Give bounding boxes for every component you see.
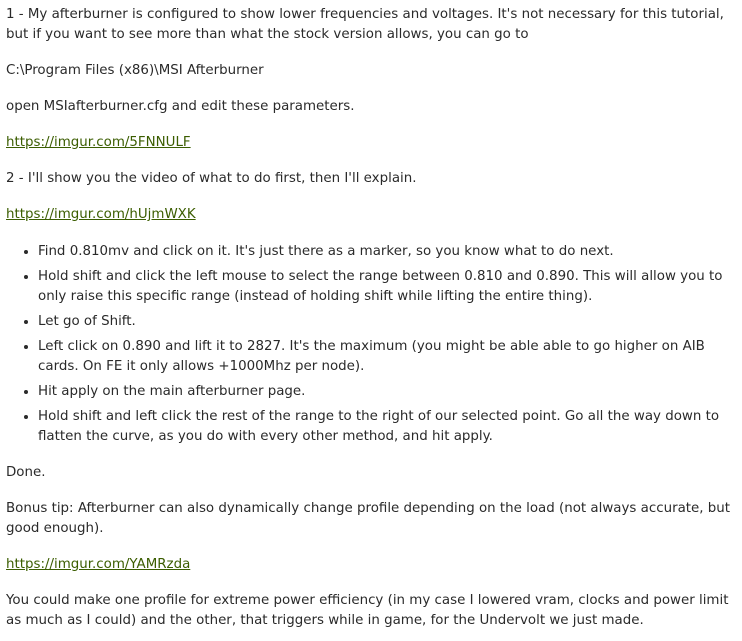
list-item: • Hold shift and click the left mouse to select the range between 0.810 and 0.890. This will allow you to only raise this specific range (instead of holding shift while lifting the entire thing).	[38, 266, 736, 307]
imgur-link-video[interactable]: https://imgur.com/hUjmWXK	[6, 207, 196, 222]
imgur-link-config[interactable]: https://imgur.com/5FNNULF	[6, 135, 191, 150]
link-paragraph-3	[6, 555, 736, 575]
link-paragraph-2	[6, 205, 736, 225]
config-instruction: open MSIafterburner.cfg and edit these parameters.	[6, 99, 355, 114]
closing-paragraph: You could make one profile for extreme power efficiency (in my case I lowered vram, clocks and power limit as much as I could) and the other, that triggers while in game, for the Undervolt we just made.	[6, 593, 729, 628]
list-item: • Let go of Shift.	[38, 311, 736, 332]
done-paragraph: Done.	[6, 465, 46, 480]
list-item: • Hold shift and left click the rest of the range to the right of our selected point. Go all the way down to flatten the curve, as you do with every other method, and hit apply.	[38, 406, 736, 447]
link-paragraph-1	[6, 133, 736, 153]
install-path: C:\Program Files (x86)\MSI Afterburner	[6, 63, 264, 78]
video-intro-paragraph: 2 - I'll show you the video of what to do first, then I'll explain.	[6, 171, 417, 186]
list-item: • Find 0.810mv and click on it. It's just there as a marker, so you know what to do next.	[38, 241, 736, 262]
imgur-link-profile[interactable]: https://imgur.com/YAMRzda	[6, 557, 191, 572]
intro-paragraph: 1 - My afterburner is configured to show lower frequencies and voltages. It's not necessary for this tutorial, but if you want to see more than what the stock version allows, you can go to	[6, 7, 724, 42]
bonus-tip-paragraph: Bonus tip: Afterburner can also dynamically change profile depending on the load (not always accurate, but good enough).	[6, 501, 731, 536]
list-item: • Hit apply on the main afterburner page.	[38, 381, 736, 402]
steps-list	[6, 241, 736, 447]
list-item: • Left click on 0.890 and lift it to 2827. It's the maximum (you might be able able to go higher on AIB cards. On FE it only allows +1000Mhz per node).	[38, 336, 736, 377]
